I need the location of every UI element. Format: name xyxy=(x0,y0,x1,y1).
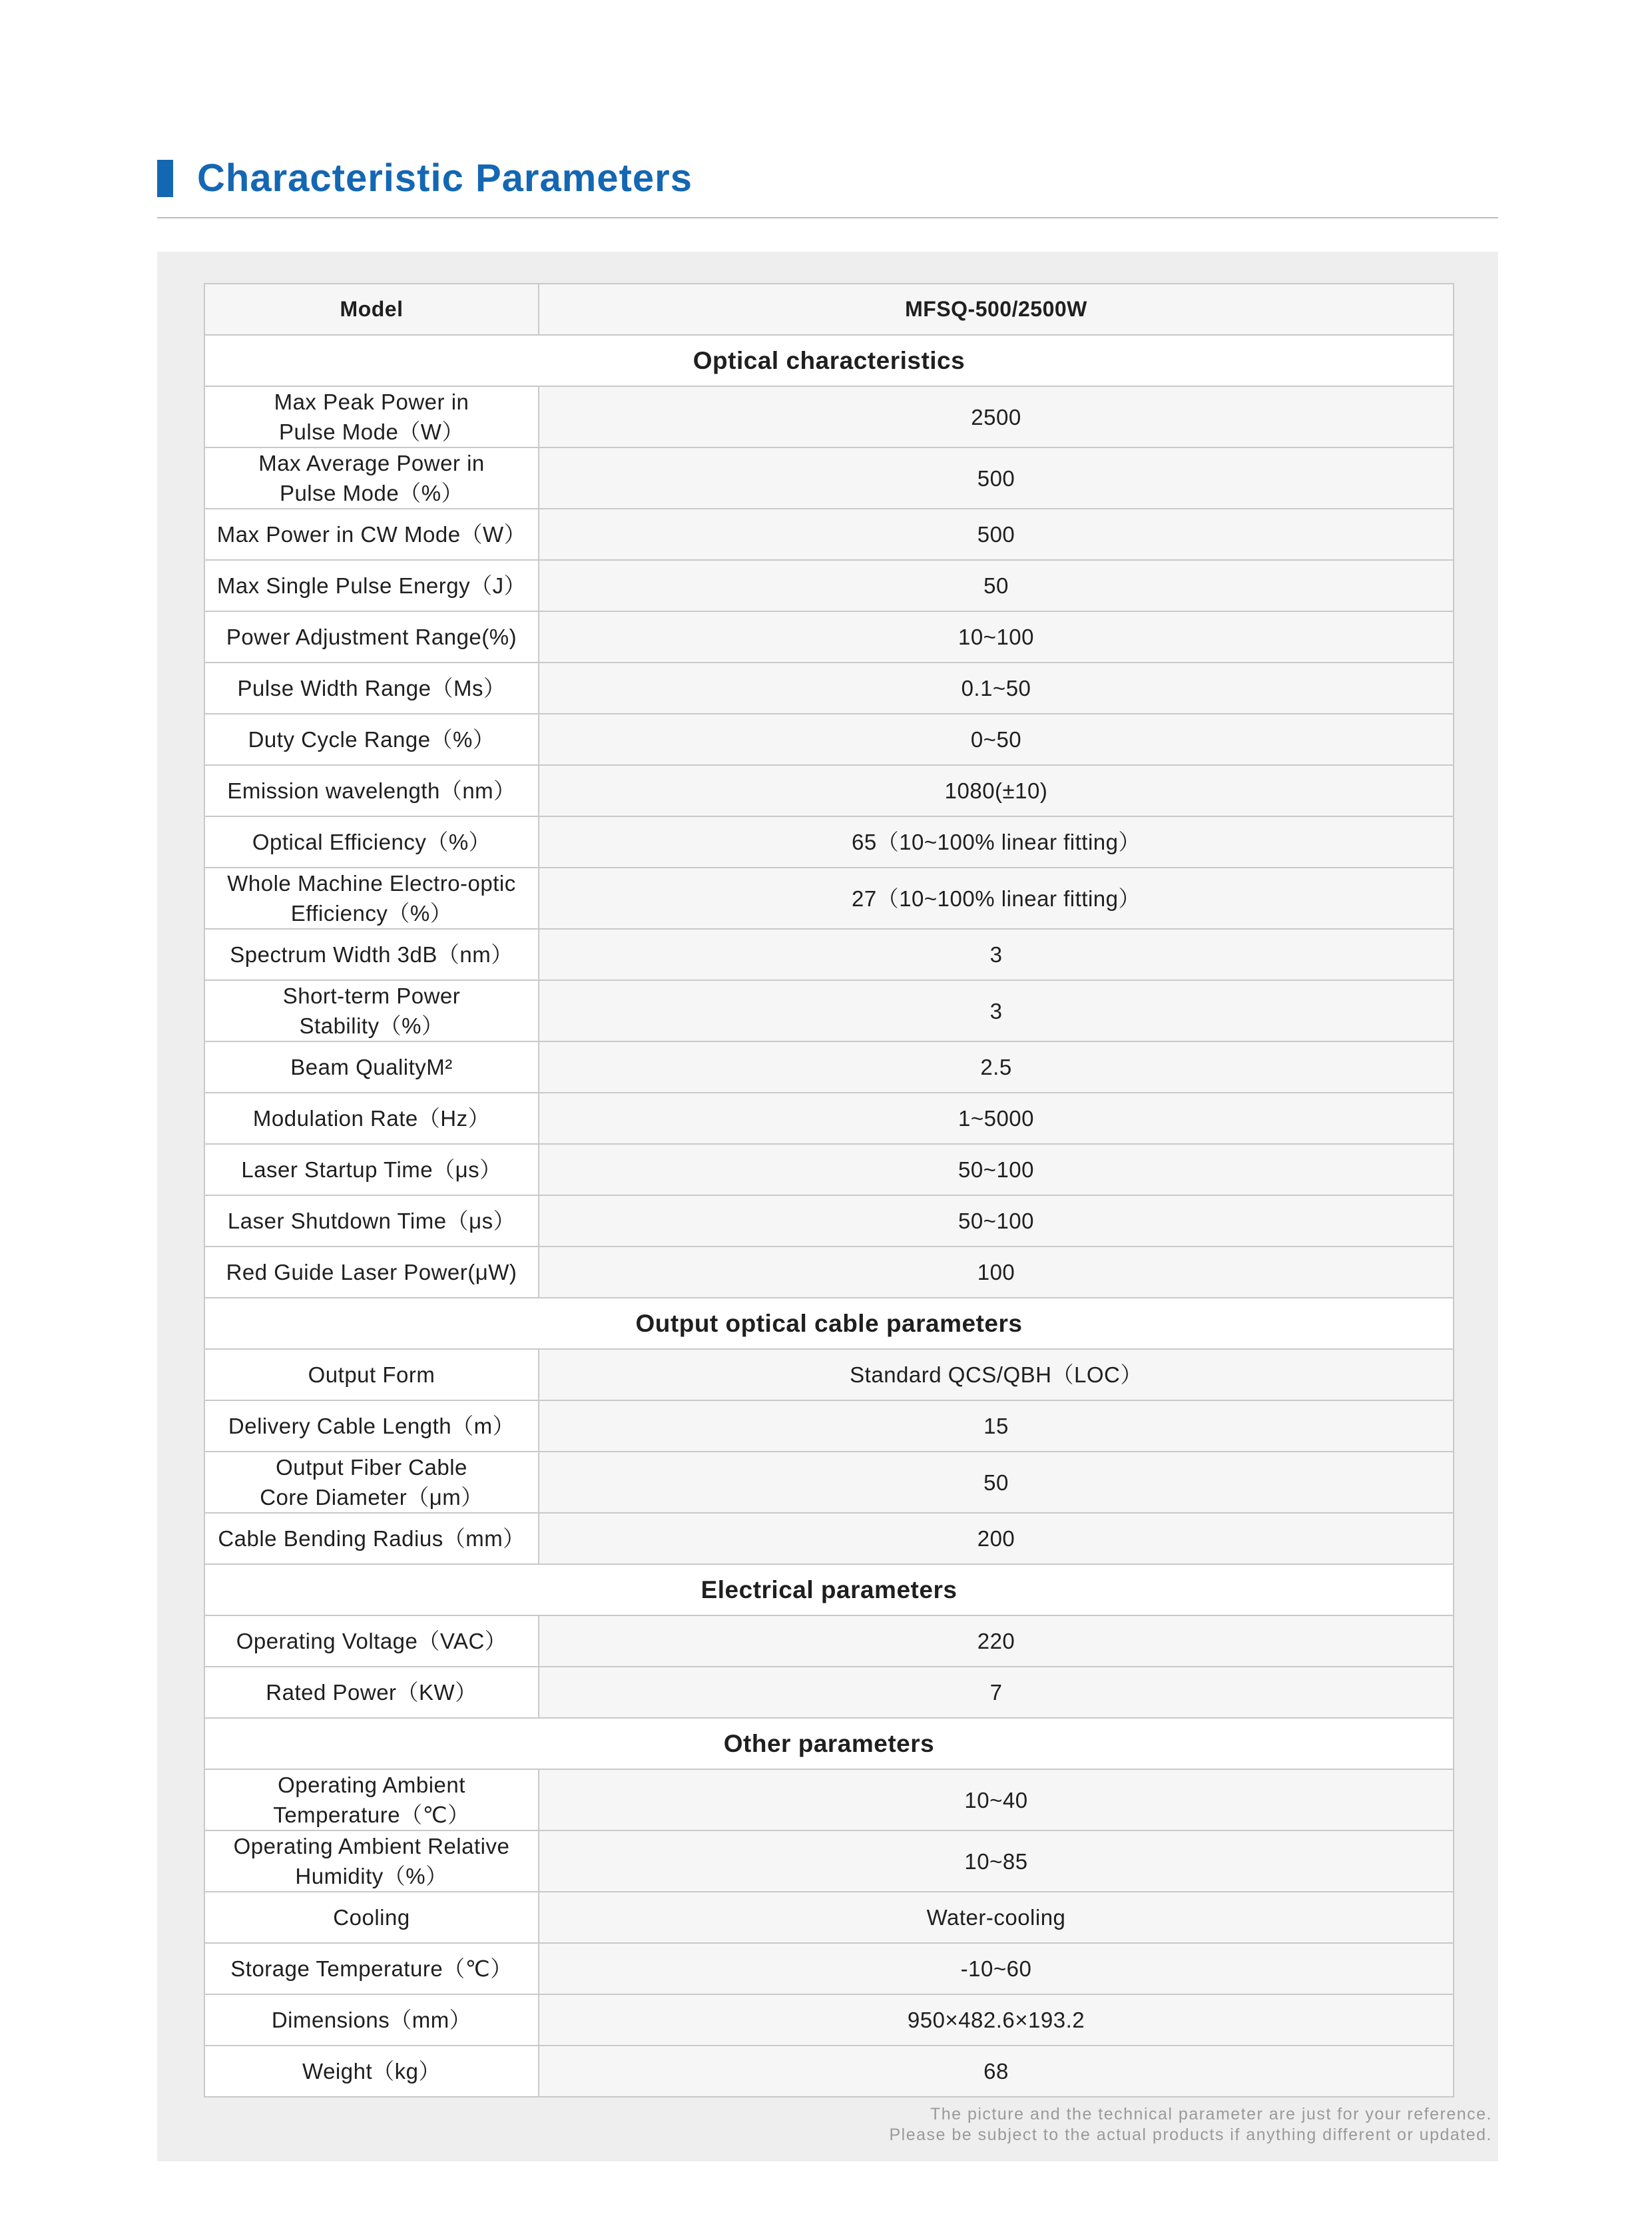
parameter-value: 3 xyxy=(539,929,1454,980)
model-value: MFSQ-500/2500W xyxy=(539,284,1454,335)
parameter-value: 1080(±10) xyxy=(539,765,1454,816)
table-row xyxy=(204,611,1454,663)
parameter-label: Max Power in CW Mode（W） xyxy=(204,509,539,560)
parameter-label: Duty Cycle Range（%） xyxy=(204,714,539,765)
parameter-label: Max Single Pulse Energy（J） xyxy=(204,560,539,611)
parameter-value: 15 xyxy=(539,1400,1454,1452)
parameter-value: 500 xyxy=(539,509,1454,560)
parameter-value: -10~60 xyxy=(539,1943,1454,1994)
section-title: Electrical parameters xyxy=(204,1564,1454,1615)
parameter-label: Emission wavelength（nm） xyxy=(204,765,539,816)
table-row xyxy=(204,663,1454,714)
parameter-label: Whole Machine Electro-optic Efficiency（%） xyxy=(204,868,539,929)
parameter-value: 10~85 xyxy=(539,1830,1454,1892)
parameter-value: 500 xyxy=(539,447,1454,509)
parameter-value: 220 xyxy=(539,1615,1454,1667)
parameter-label: Operating Voltage（VAC） xyxy=(204,1615,539,1667)
title-accent-bar xyxy=(157,160,173,197)
table-row xyxy=(204,868,1454,929)
table-row xyxy=(204,447,1454,509)
table-row xyxy=(204,1247,1454,1298)
table-row xyxy=(204,816,1454,868)
parameter-value: 2500 xyxy=(539,386,1454,447)
parameter-value: 10~40 xyxy=(539,1769,1454,1830)
section-header-row xyxy=(204,1298,1454,1349)
table-row xyxy=(204,1830,1454,1892)
parameter-label: Max Peak Power in Pulse Mode（W） xyxy=(204,386,539,447)
spec-table-body xyxy=(204,284,1454,2097)
parameter-label: Short-term Power Stability（%） xyxy=(204,980,539,1041)
section-title: Output optical cable parameters xyxy=(204,1298,1454,1349)
parameter-value: 7 xyxy=(539,1667,1454,1718)
disclaimer-line-2: Please be subject to the actual products if anything different or updated. xyxy=(889,2125,1492,2144)
parameter-label: Cooling xyxy=(204,1892,539,1943)
section-header-row xyxy=(204,1718,1454,1769)
table-row xyxy=(204,1144,1454,1195)
table-row xyxy=(204,765,1454,816)
model-label: Model xyxy=(204,284,539,335)
disclaimer-note xyxy=(826,2104,1492,2145)
parameter-label: Optical Efficiency（%） xyxy=(204,816,539,868)
table-row xyxy=(204,509,1454,560)
parameter-value: 0.1~50 xyxy=(539,663,1454,714)
parameter-value: 50 xyxy=(539,560,1454,611)
table-row xyxy=(204,560,1454,611)
parameter-label: Rated Power（KW） xyxy=(204,1667,539,1718)
parameter-value: 100 xyxy=(539,1247,1454,1298)
section-header-row xyxy=(204,1564,1454,1615)
parameter-value: 10~100 xyxy=(539,611,1454,663)
table-row xyxy=(204,1195,1454,1247)
parameter-value: 1~5000 xyxy=(539,1093,1454,1144)
table-row xyxy=(204,1041,1454,1093)
table-row xyxy=(204,1513,1454,1564)
parameter-value: 50 xyxy=(539,1452,1454,1513)
spec-table xyxy=(204,283,1454,2097)
table-row xyxy=(204,1093,1454,1144)
parameter-label: Operating Ambient Temperature（℃） xyxy=(204,1769,539,1830)
parameter-label: Delivery Cable Length（m） xyxy=(204,1400,539,1452)
section-title: Other parameters xyxy=(204,1718,1454,1769)
model-row xyxy=(204,284,1454,335)
parameter-label: Weight（kg） xyxy=(204,2046,539,2097)
table-row xyxy=(204,1349,1454,1400)
parameter-value: 65（10~100% linear fitting） xyxy=(539,816,1454,868)
table-row xyxy=(204,2046,1454,2097)
parameter-label: Cable Bending Radius（mm） xyxy=(204,1513,539,1564)
parameter-label: Pulse Width Range（Ms） xyxy=(204,663,539,714)
parameter-label: Dimensions（mm） xyxy=(204,1994,539,2046)
parameter-value: 68 xyxy=(539,2046,1454,2097)
parameter-value: 950×482.6×193.2 xyxy=(539,1994,1454,2046)
parameter-value: 50~100 xyxy=(539,1195,1454,1247)
table-row xyxy=(204,1943,1454,1994)
parameter-value: 0~50 xyxy=(539,714,1454,765)
table-row xyxy=(204,1994,1454,2046)
parameter-label: Red Guide Laser Power(μW) xyxy=(204,1247,539,1298)
parameter-label: Laser Startup Time（μs） xyxy=(204,1144,539,1195)
table-row xyxy=(204,1667,1454,1718)
table-row xyxy=(204,1892,1454,1943)
parameter-value: 50~100 xyxy=(539,1144,1454,1195)
parameter-label: Operating Ambient Relative Humidity（%） xyxy=(204,1830,539,1892)
parameter-label: Output Fiber Cable Core Diameter（μm） xyxy=(204,1452,539,1513)
section-title: Optical characteristics xyxy=(204,335,1454,386)
table-row xyxy=(204,1615,1454,1667)
parameter-label: Output Form xyxy=(204,1349,539,1400)
page-title: Characteristic Parameters xyxy=(197,156,692,200)
disclaimer-line-1: The picture and the technical parameter are just for your reference. xyxy=(930,2105,1492,2123)
table-row xyxy=(204,1400,1454,1452)
parameter-value: Standard QCS/QBH（LOC） xyxy=(539,1349,1454,1400)
parameter-label: Beam QualityM² xyxy=(204,1041,539,1093)
parameter-value: 200 xyxy=(539,1513,1454,1564)
section-header-row xyxy=(204,335,1454,386)
title-divider xyxy=(157,217,1498,218)
parameter-label: Max Average Power in Pulse Mode（%） xyxy=(204,447,539,509)
parameter-value: 2.5 xyxy=(539,1041,1454,1093)
parameter-value: 3 xyxy=(539,980,1454,1041)
parameter-label: Power Adjustment Range(%) xyxy=(204,611,539,663)
table-row xyxy=(204,386,1454,447)
table-row xyxy=(204,980,1454,1041)
parameter-value: Water-cooling xyxy=(539,1892,1454,1943)
parameter-label: Spectrum Width 3dB（nm） xyxy=(204,929,539,980)
table-row xyxy=(204,714,1454,765)
table-row xyxy=(204,929,1454,980)
parameter-value: 27（10~100% linear fitting） xyxy=(539,868,1454,929)
table-row xyxy=(204,1769,1454,1830)
parameter-label: Storage Temperature（℃） xyxy=(204,1943,539,1994)
parameter-label: Laser Shutdown Time（μs） xyxy=(204,1195,539,1247)
parameter-label: Modulation Rate（Hz） xyxy=(204,1093,539,1144)
table-row xyxy=(204,1452,1454,1513)
